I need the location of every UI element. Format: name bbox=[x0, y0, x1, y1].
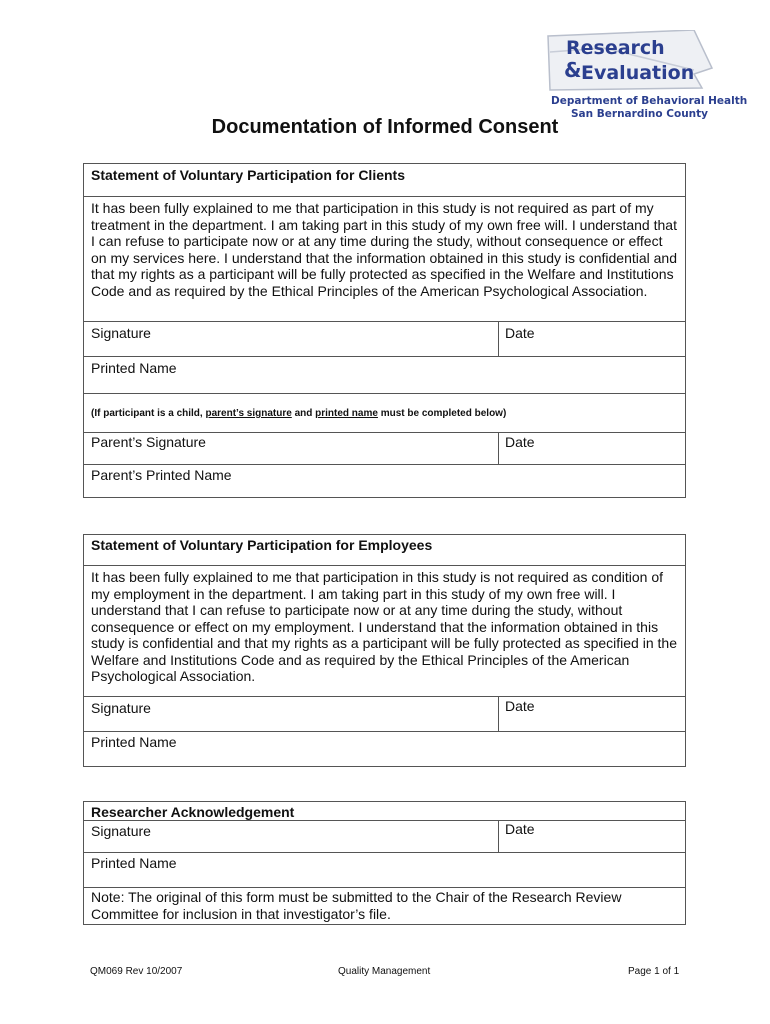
clients-section bbox=[83, 163, 686, 498]
parent-date-label: Date bbox=[505, 434, 535, 450]
researcher-section bbox=[83, 801, 686, 925]
parent-signature-row[interactable] bbox=[84, 433, 685, 465]
parent-printed-name-row[interactable] bbox=[84, 465, 685, 497]
footer-department: Quality Management bbox=[338, 966, 431, 977]
clients-signature-row[interactable] bbox=[84, 322, 685, 357]
parent-signature-label: Parent’s Signature bbox=[91, 434, 206, 450]
researcher-note-row bbox=[84, 888, 685, 924]
clients-statement: It has been fully explained to me that participation in this study is not required as part of my treatment in the department. I am taking part in this study of my own free will. I understand that I can refuse to participate now or at any time during the study, without consequence or effect on my services here. I understand that the information obtained in this study is confidential and that my rights as a participant will be fully protected as specified in the Welfare and Institutions Code and as required by the Ethical Principles of the American Psychological Association. bbox=[91, 200, 678, 299]
researcher-heading: Researcher Acknowledgement bbox=[91, 804, 295, 820]
child-note-signature: parent’s signature bbox=[205, 408, 292, 419]
clients-heading-row bbox=[84, 164, 685, 197]
signature-label: Signature bbox=[91, 700, 151, 716]
child-note bbox=[91, 406, 678, 423]
logo-ampersand: & bbox=[564, 58, 582, 82]
date-label: Date bbox=[505, 325, 535, 341]
logo-county-text: San Bernardino County bbox=[571, 108, 709, 120]
child-note-text: and bbox=[291, 408, 316, 419]
employees-heading-row bbox=[84, 535, 685, 566]
employees-statement-row bbox=[84, 566, 685, 697]
employees-statement: It has been fully explained to me that participation in this study is not required as condition of my employment in the department. I am taking part in this study of my own free will. I understand that I can refuse to participate now or at any time during the study, without consequence or effect on my employment. I understand that the information obtained in this study is confidential and that my rights as a participant will be fully protected as specified in the Welfare and Institutions Code and as required by the Ethical Principles of the American Psychological Association. bbox=[91, 569, 677, 684]
footer-page-number: Page 1 of 1 bbox=[628, 966, 680, 977]
employees-printed-name-row[interactable] bbox=[84, 732, 685, 766]
printed-name-label: Printed Name bbox=[91, 734, 177, 750]
logo-research-text: Research bbox=[566, 37, 665, 59]
signature-label: Signature bbox=[91, 325, 151, 341]
page-title: Documentation of Informed Consent bbox=[211, 116, 559, 138]
column-divider bbox=[498, 433, 499, 464]
employees-heading: Statement of Voluntary Participation for Employees bbox=[91, 537, 433, 553]
parent-printed-name-label: Parent’s Printed Name bbox=[91, 467, 232, 483]
column-divider bbox=[498, 697, 499, 731]
logo-department-text: Department of Behavioral Health bbox=[551, 95, 748, 107]
printed-name-label: Printed Name bbox=[91, 360, 177, 376]
researcher-signature-row[interactable] bbox=[84, 802, 685, 853]
child-note-text: (If participant is a child, bbox=[91, 408, 206, 419]
child-note-text: must be completed below) bbox=[377, 408, 507, 419]
researcher-printed-name-row[interactable] bbox=[84, 853, 685, 888]
submission-note: Note: The original of this form must be submitted to the Chair of the Research Review Committee for inclusion in that investigator’s file. bbox=[91, 889, 622, 922]
printed-name-label: Printed Name bbox=[91, 855, 177, 871]
signature-label: Signature bbox=[91, 823, 151, 839]
child-note-row bbox=[84, 394, 685, 433]
column-divider bbox=[498, 820, 499, 852]
footer-form-code: QM069 Rev 10/2007 bbox=[90, 966, 183, 977]
employees-section bbox=[83, 534, 686, 767]
clients-printed-name-row[interactable] bbox=[84, 357, 685, 394]
clients-heading: Statement of Voluntary Participation for Clients bbox=[91, 167, 406, 183]
date-label: Date bbox=[505, 698, 535, 714]
column-divider bbox=[498, 322, 499, 356]
research-evaluation-logo bbox=[544, 30, 748, 125]
employees-signature-row[interactable] bbox=[84, 697, 685, 732]
clients-statement-row bbox=[84, 197, 685, 322]
child-note-printed-name: printed name bbox=[315, 408, 378, 419]
date-label: Date bbox=[505, 821, 535, 837]
heading-underline bbox=[84, 820, 685, 821]
logo-evaluation-text: Evaluation bbox=[581, 62, 695, 84]
